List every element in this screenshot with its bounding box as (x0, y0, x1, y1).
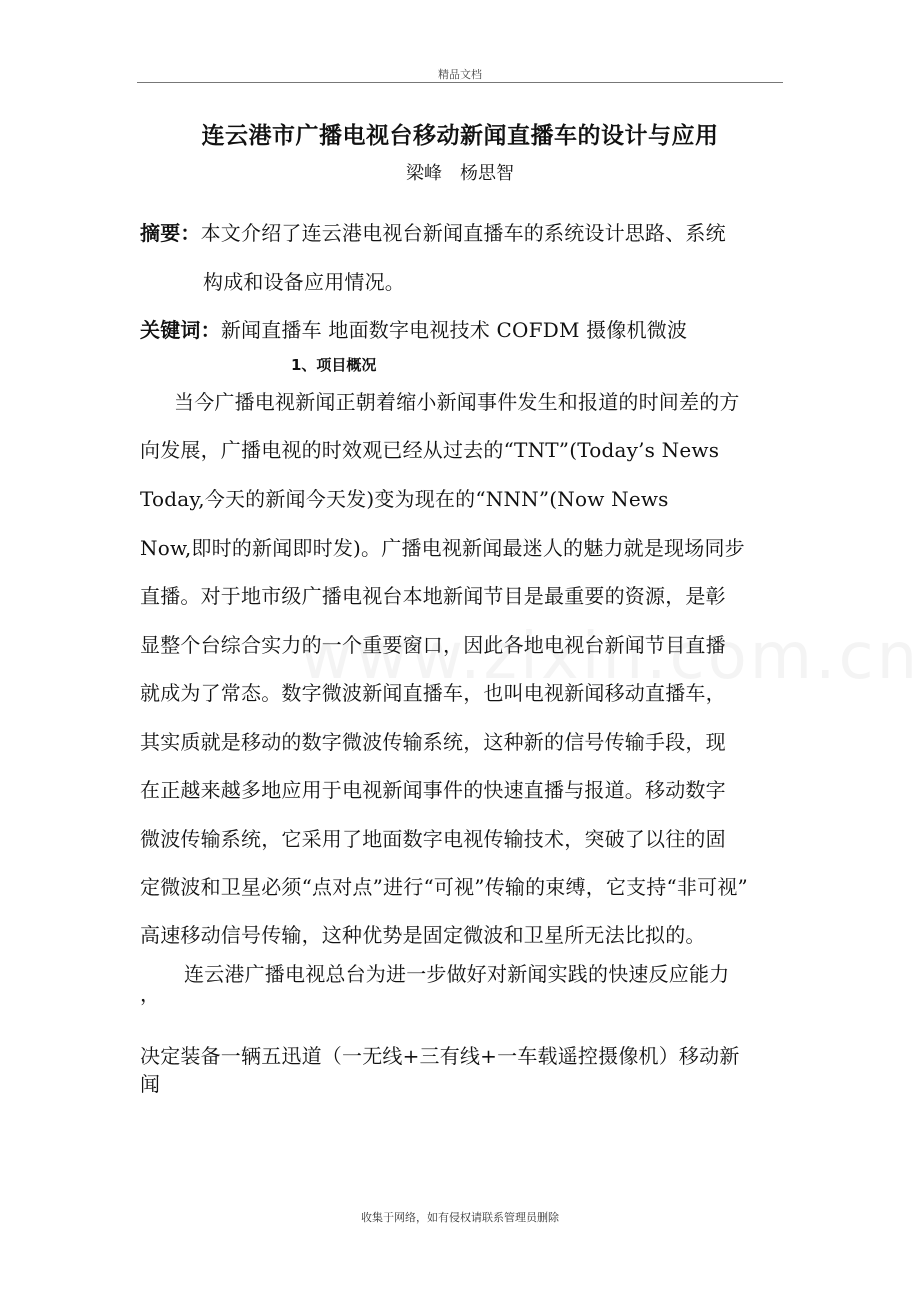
abstract-line (140, 217, 726, 246)
document-title: 连云港市广播电视台移动新闻直播车的设计与应用 (201, 123, 719, 149)
paragraph-line-tail: ， (140, 982, 161, 1006)
body-line: 微波传输系统，它采用了地面数字电视传输技术，突破了以往的固 (140, 827, 726, 851)
section-heading: 1、项目概况 (291, 356, 377, 374)
page-footer-label: 收集于网络，如有侵权请联系管理员删除 (361, 1211, 559, 1224)
keywords-text: 新闻直播车 地面数字电视技术 COFDM 摄像机微波 (220, 318, 688, 342)
body-line: 直播。对于地市级广播电视台本地新闻节目是最重要的资源，是彰 (140, 584, 726, 608)
body-line: 显整个台综合实力的一个重要窗口，因此各地电视台新闻节目直播 (140, 633, 726, 657)
body-line: 高速移动信号传输，这种优势是固定微波和卫星所无法比拟的。 (140, 923, 706, 947)
body-line: Now,即时的新闻即时发)。广播电视新闻最迷人的魅力就是现场同步 (140, 536, 745, 560)
body-line: 就成为了常态。数字微波新闻直播车，也叫电视新闻移动直播车， (140, 681, 726, 705)
header-divider (137, 82, 783, 83)
keywords-line (140, 314, 687, 343)
abstract-label: 摘要： (140, 221, 201, 245)
paragraph-line: 闻 (140, 1072, 161, 1096)
keywords-label: 关键词： (140, 318, 221, 342)
abstract-text: 本文介绍了连云港电视台新闻直播车的系统设计思路、系统 (200, 221, 726, 245)
abstract-line-2: 构成和设备应用情况。 (203, 270, 405, 294)
body-line: 向发展，广播电视的时效观已经从过去的“TNT”(Today’s News (140, 438, 720, 462)
author-name: 梁峰 (406, 163, 442, 184)
paragraph-line: 连云港广播电视总台为进一步做好对新闻实践的快速反应能力 (184, 962, 730, 986)
page-header-label: 精品文档 (438, 68, 482, 81)
author-name: 杨思智 (460, 163, 514, 184)
body-line: 当今广播电视新闻正朝着缩小新闻事件发生和报道的时间差的方 (174, 390, 740, 414)
body-line: 其实质就是移动的数字微波传输系统，这种新的信号传输手段，现 (140, 730, 726, 754)
body-line: 在正越来越多地应用于电视新闻事件的快速直播与报道。移动数字 (140, 778, 726, 802)
author-line (0, 159, 920, 185)
paragraph-line: 决定装备一辆五迅道（一无线+三有线+一车载遥控摄像机）移动新 (140, 1044, 740, 1068)
body-line: 定微波和卫星必须“点对点”进行“可视”传输的束缚，它支持“非可视” (140, 875, 748, 899)
body-line: Today,今天的新闻今天发)变为现在的“NNN”(Now News (140, 487, 669, 511)
